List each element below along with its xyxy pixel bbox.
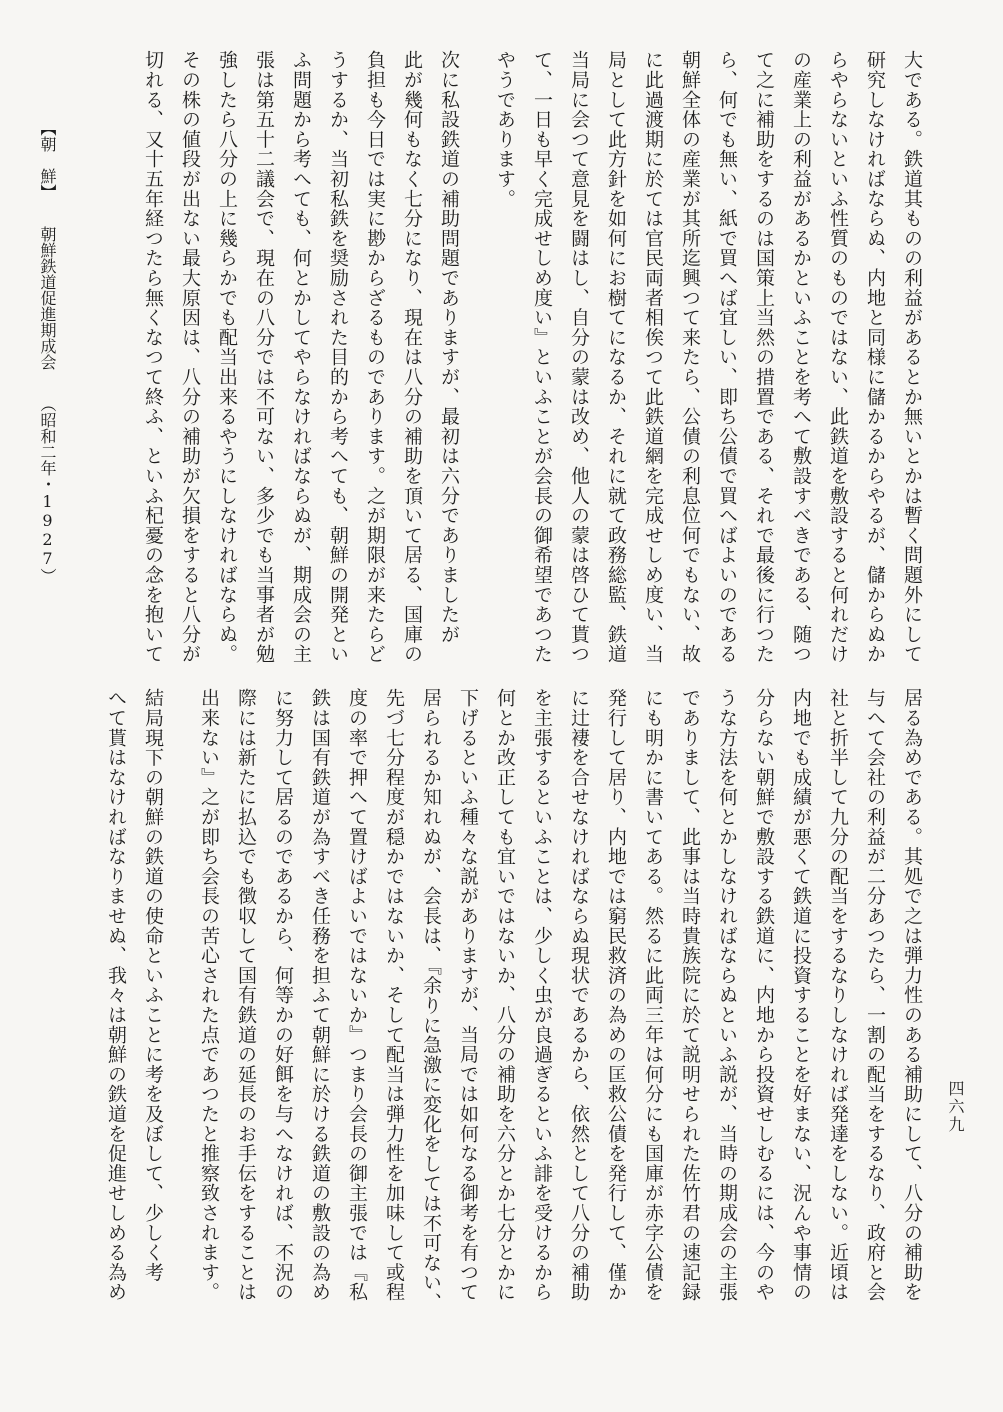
text-line: でありまして、此事は当時貴族院に於て説明せられた佐竹君の速記録 [679, 688, 701, 1302]
text-line: へて貰はなければなりませぬ、我々は朝鮮の鉄道を促進せしめる為め [105, 688, 127, 1302]
text-line: 負担も今日では実に尠からざるものであります。之が期限が来たらど [364, 50, 386, 664]
text-line: 下げるといふ種々な説がありますが、当局では如何なる御考を有つて [457, 688, 479, 1302]
text-line: 度の率で押へて置けばよいではないか』つまり会長の御主張では『私 [346, 688, 368, 1302]
text-line: うするか、当初私鉄を奨励された目的から考へても、朝鮮の開発とい [327, 50, 349, 664]
header-date: （昭和二年・1927） [38, 396, 57, 584]
text-line: 与へて会社の利益が二分あつたら、一割の配当をするなり、政府と会 [864, 688, 886, 1302]
text-line: 朝鮮全体の産業が其所迄興つて来たら、公債の利息位何でもない、故 [679, 50, 701, 664]
text-line: 出来ない』之が即ち会長の苦心された点であつたと推察致されます。 [198, 688, 220, 1302]
text-line: を主張するといふことは、少しく虫が良過ぎるといふ誹を受けるから [531, 688, 553, 1302]
text-line: らやらないといふ性質のものではない、此鉄道を敷設すると何れだけ [827, 50, 849, 664]
text-line: 強したら八分の上に幾らかでも配当出来るやうにしなければならぬ。 [216, 50, 238, 664]
text-line: に此過渡期に於ては官民両者相俟つて此鉄道網を完成せしめ度い、当 [642, 50, 664, 664]
text-line: の産業上の利益があるかといふことを考へて敷設すべきである、随つ [790, 50, 812, 664]
text-line: その株の値段が出ない最大原因は、八分の補助が欠損をすると八分が [179, 50, 201, 664]
text-line: に辻褄を合せなければならぬ現状であるから、依然として八分の補助 [568, 688, 590, 1302]
running-header [36, 120, 59, 584]
text-line: 張は第五十二議会で、現在の八分では不可ない、多少でも当事者が勉 [253, 50, 275, 664]
text-line: ら、何でも無い、紙で買へば宜しい、即ち公債で買へばよいのである [716, 50, 738, 664]
text-line: 結局現下の朝鮮の鉄道の使命といふことに考を及ぼして、少しく考 [142, 688, 164, 1282]
bottom-text-block [88, 688, 930, 1313]
text-line: 此が幾何もなく七分になり、現在は八分の補助を頂いて居る、国庫の [401, 50, 423, 664]
text-line: 居る為めである。其処で之は弾力性のある補助にして、八分の補助を [901, 688, 923, 1302]
text-line: 際には新たに払込でも徴収して国有鉄道の延長のお手伝をすることは [235, 688, 257, 1302]
text-line: うな方法を何とかしなければならぬといふ説が、当時の期成会の主張 [716, 688, 738, 1302]
text-line: 発行して居り、内地では窮民救済の為めの匡救公債を発行して、僅か [605, 688, 627, 1302]
text-line: 居られるか知れぬが、会長は、『余りに急激に変化をしては不可ない、 [420, 688, 442, 1313]
text-line: やうであります。 [494, 50, 516, 209]
top-text-block [88, 50, 930, 664]
text-line: 次に私設鉄道の補助問題でありますが、最初は六分でありましたが [438, 50, 460, 644]
header-section: 【朝 鮮】 [38, 120, 57, 200]
text-line: 当局に会つて意見を闘はし、自分の蒙は改め、他人の蒙は啓ひて貰つ [568, 50, 590, 664]
text-line: 内地でも成績が悪くて鉄道に投資することを好まない、況んや事情の [790, 688, 812, 1302]
text-line: 研究しなければならぬ、内地と同様に儲かるからやるが、儲からぬか [864, 50, 886, 664]
text-line: 先づ七分程度が穏かではないか、そして配当は弾力性を加味して或程 [383, 688, 405, 1302]
text-line: にも明かに書いてある。然るに此両三年は何分にも国庫が赤字公債を [642, 688, 664, 1302]
text-line: 分らない朝鮮で敷設する鉄道に、内地から投資せしむるには、今のや [753, 688, 775, 1302]
text-line: 社と折半して九分の配当をするなりしなければ発達をしない。近頃は [827, 688, 849, 1302]
text-line: に努力して居るのであるから、何等かの好餌を与へなければ、不況の [272, 688, 294, 1302]
text-line: ふ問題から考へても、何とかしてやらなければならぬが、期成会の主 [290, 50, 312, 664]
page-number: 四六九 [946, 1080, 965, 1134]
text-line: 切れる、又十五年経つたら無くなつて終ふ、といふ杞憂の念を抱いて [142, 50, 164, 664]
text-line: て之に補助をするのは国策上当然の措置である、それで最後に行つた [753, 50, 775, 664]
header-title: 朝鮮鉄道促進期成会 [38, 226, 57, 370]
text-line: 大である。鉄道其ものの利益があるとか無いとかは暫く問題外にして [901, 50, 923, 664]
text-line: 鉄は国有鉄道が為すべき任務を担ふて朝鮮に於ける鉄道の敷設の為め [309, 688, 331, 1302]
text-line: て、一日も早く完成せしめ度い』といふことが会長の御希望であつた [531, 50, 553, 664]
text-line: 局として此方針を如何にお樹てになるか、それに就て政務総監、鉄道 [605, 50, 627, 664]
text-line: 何とか改正しても宜いではないか、八分の補助を六分とか七分とかに [494, 688, 516, 1302]
